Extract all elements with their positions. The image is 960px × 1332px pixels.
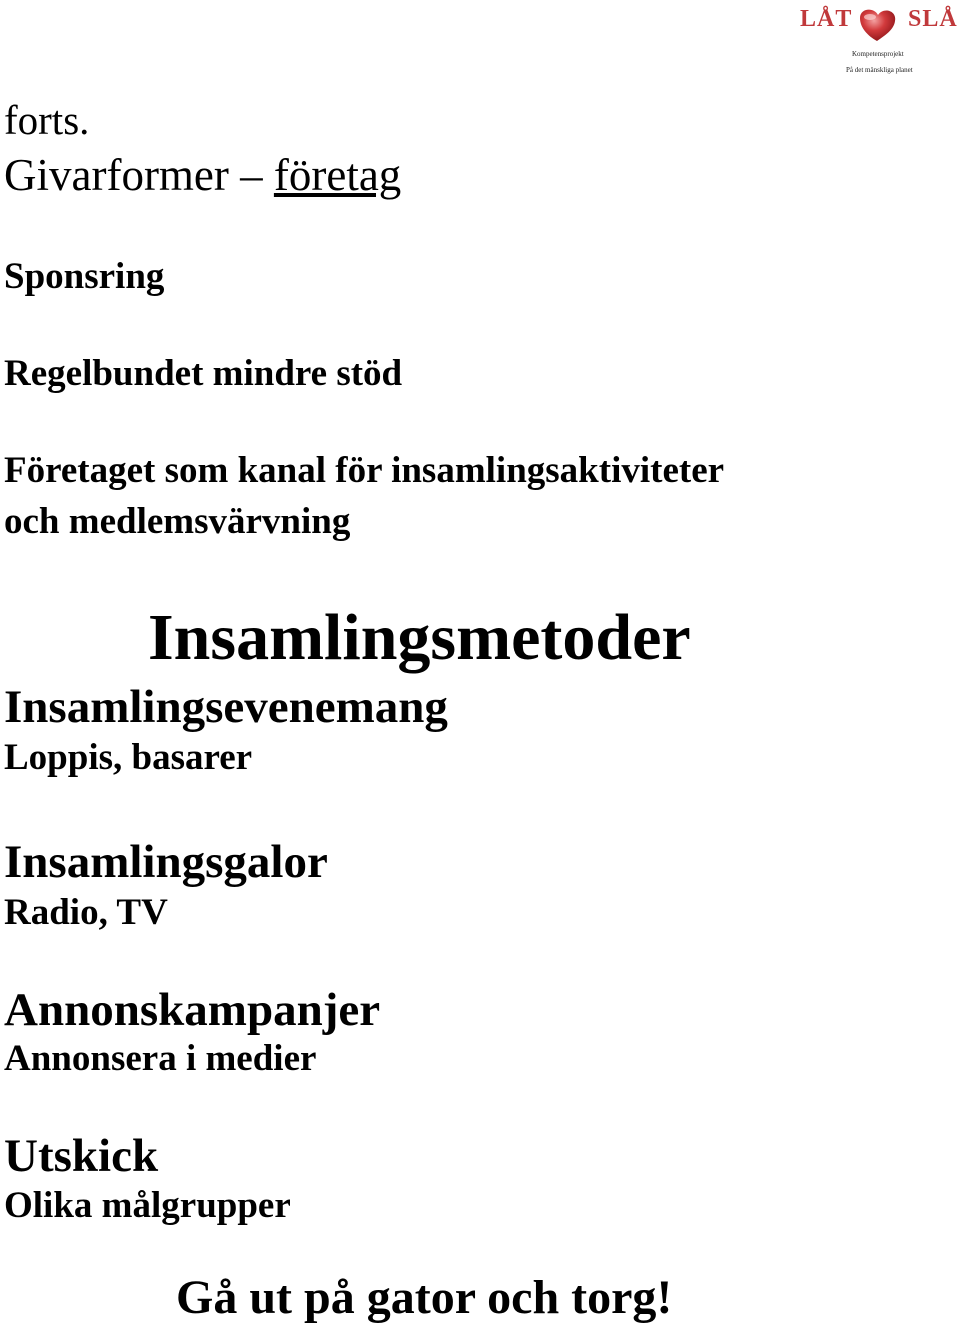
- logo-line-2: På det mänskliga planet: [846, 66, 913, 74]
- red-heart-stone-icon: [854, 4, 900, 44]
- method-title: Annonskampanjer: [4, 984, 381, 1036]
- item-foretaget-line-1: Företaget som kanal för insamlingsaktiviteter: [4, 450, 725, 491]
- lat-sla-logo: [796, 2, 960, 78]
- title-prefix: Givarformer –: [4, 150, 263, 200]
- method-title: Insamlingsgalor: [4, 836, 328, 888]
- item-foretaget-line-2: och medlemsvärvning: [4, 501, 351, 542]
- method-title: Insamlingsevenemang: [4, 681, 448, 733]
- item-regelbundet: Regelbundet mindre stöd: [4, 353, 403, 394]
- logo-left-word: LÅT: [800, 6, 853, 32]
- item-sponsring: Sponsring: [4, 256, 165, 297]
- page-title: [4, 149, 401, 201]
- methods-heading: Insamlingsmetoder: [148, 601, 691, 674]
- logo-line-1: Kompetensprojekt: [852, 50, 904, 58]
- method-detail: Olika målgrupper: [4, 1185, 291, 1226]
- forts-label: forts.: [4, 97, 90, 143]
- method-detail: Loppis, basarer: [4, 737, 253, 778]
- title-underlined: företag: [273, 150, 402, 200]
- method-detail: Radio, TV: [4, 892, 168, 933]
- logo-right-word: SLÅ: [908, 6, 958, 32]
- method-detail: Annonsera i medier: [4, 1038, 317, 1079]
- footer-callout: Gå ut på gator och torg!: [176, 1271, 673, 1324]
- method-title: Utskick: [4, 1130, 159, 1182]
